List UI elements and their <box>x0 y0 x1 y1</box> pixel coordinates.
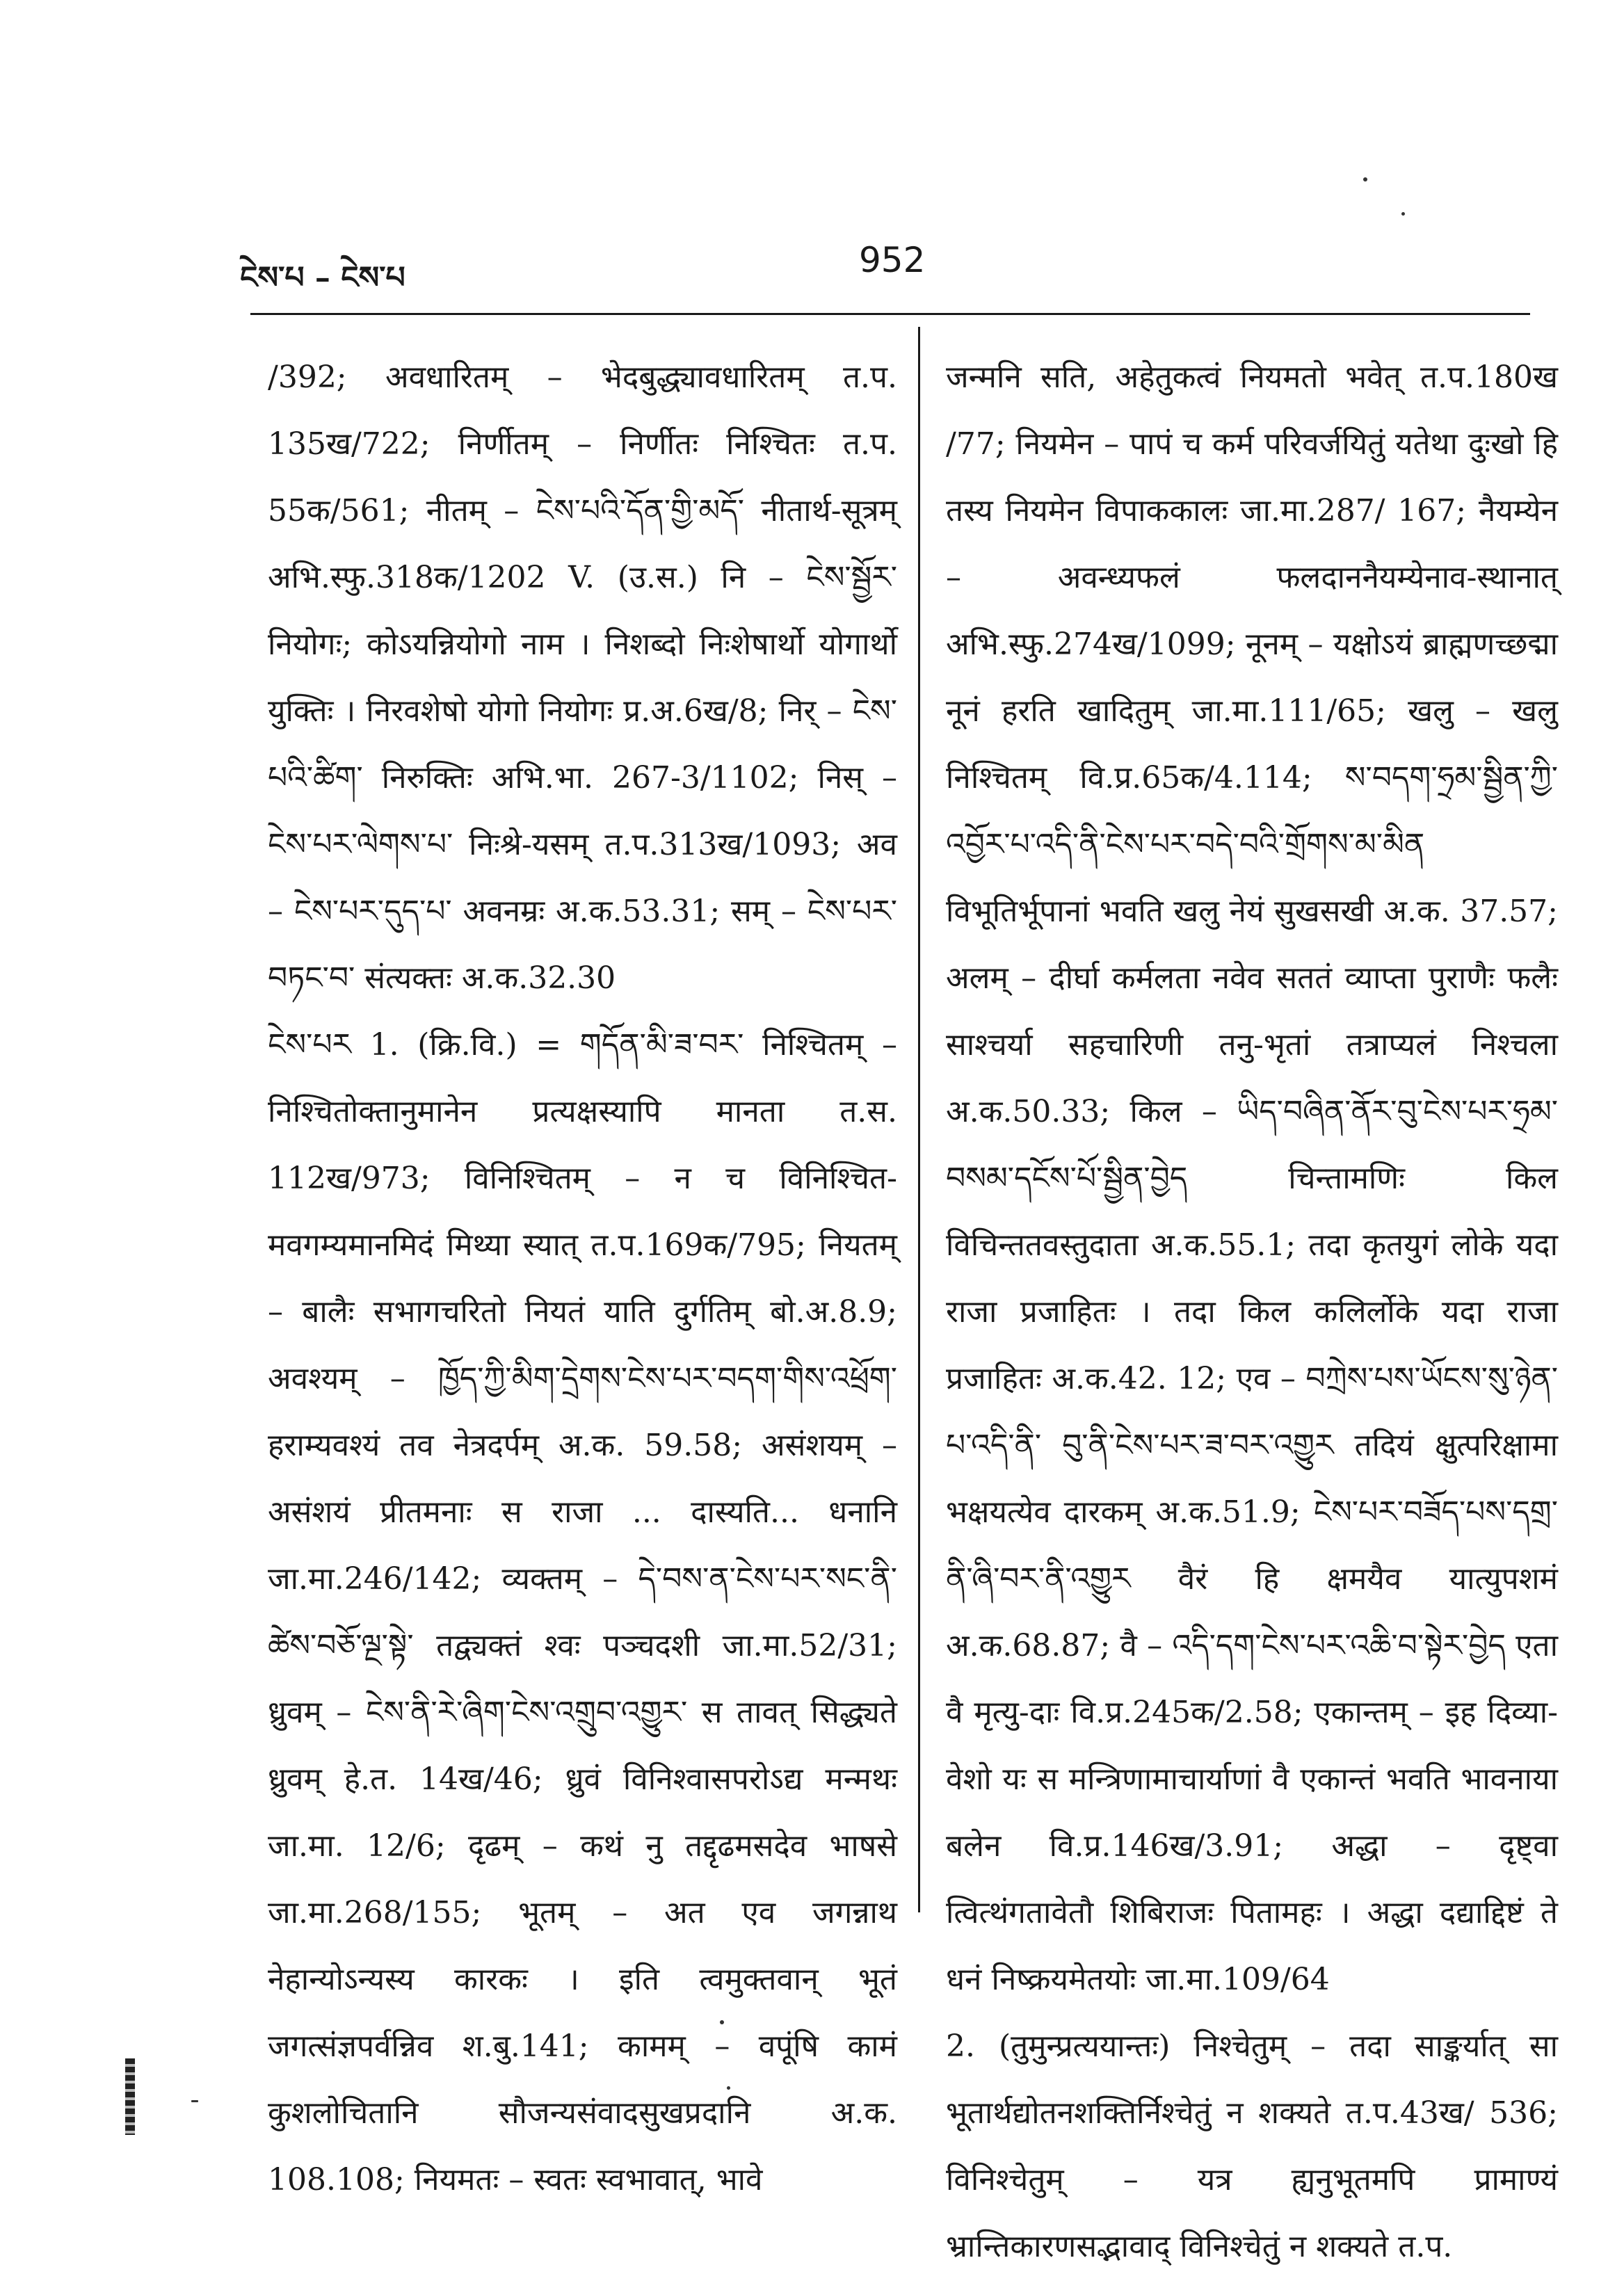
right-column <box>946 344 1558 2280</box>
column-divider <box>918 327 920 1912</box>
left-entry-2: ངེས་པར 1. (क्रि.वि.) = གདོན་མི་ཟ་བར་ निश्चितम् – निश्चितोक्तानुमानेन प्रत्यक्षस्यापि मानता त.स. 112ख/973; विनिश्चितम् – न च विनिश्चित-मवगम्यमानमिदं मिथ्या स्यात् त.प.169क/795; नियतम् – बालैः सभागचरितो नियतं याति दुर्गतिम् बो.अ.8.9; अवश्यम् – ཁྱོད་ཀྱི་མིག་དྲེགས་ངེས་པར་བདག་གིས་འཕྲོག་ हराम्यवश्यं तव नेत्रदर्पम् अ.क. 59.58; असंशयम् – असंशयं प्रीतमनाः स राजा ... दास्यति... धनानि जा.मा.246/142; व्यक्तम् – དེ་བས་ན་ངེས་པར་སང་ནི་ཚེས་བཅོ་ལྔ་སྟེ་ तद्व्यक्तं श्वः पञ्चदशी जा.मा.52/31; ध्रुवम् – ངེས་ནི་རེ་ཞིག་ངེས་འགྲུབ་འགྱུར་ स तावत् सिद्ध्यते ध्रुवम् हे.त. 14ख/46; ध्रुवं विनिश्वासपरोऽद्य मन्मथः जा.मा. 12/6; दृढम् – कथं नु तद्दृढमसदेव भाषसे जा.मा.268/155; भूतम् – अत एव जगन्नाथ नेहान्योऽन्यस्य कारकः । इति त्वमुक्तवान् भूतं जगत्संज्ञपर्वन्निव श.बु.141; कामम् – वपूंषि कामं कुशलोचितानि सौजन्यसंवादसुखप्रदानि अ.क. 108.108; नियमतः – स्वतः स्वभावात्, भावे <box>268 1027 897 2198</box>
right-entry-2: 2. (तुमुन्प्रत्ययान्तः) निश्चेतुम् – तदा साङ्कर्यात् सा भूतार्थद्योतनशक्तिर्निश्चेतुं न शक्यते त.प.43ख/ 536; विनिश्चेतुम् – यत्र ह्यनुभूतमपि प्रामाण्यं भ्रान्तिकारणसद्भावाद् विनिश्चेतुं न शक्यते त.प. <box>946 2029 1558 2264</box>
header-rule <box>250 313 1530 315</box>
scan-speck <box>1401 212 1405 216</box>
page-number: 952 <box>859 240 926 280</box>
scan-speck <box>1363 177 1367 182</box>
scan-speck <box>727 2086 730 2090</box>
scan-speck <box>191 2100 198 2102</box>
binding-mark <box>125 2058 135 2135</box>
running-head: ངེས་པ – ངེས་པ <box>240 260 405 296</box>
left-column <box>268 344 897 2214</box>
left-entry-1: /392; अवधारितम् – भेदबुद्ध्यावधारितम् त.प. 135ख/722; निर्णीतम् – निर्णीतः निश्चितः त.प. 55क/561; नीतम् – ངེས་པའི་དོན་གྱི་མདོ་ नीतार्थ-सूत्रम् अभि.स्फु.318क/1202 V. (उ.स.) नि – ངེས་སྦྱོར་ नियोगः; कोऽयन्नियोगो नाम । निशब्दो निःशेषार्थो योगार्थो युक्तिः । निरवशेषो योगो नियोगः प्र.अ.6ख/8; निर् – ངེས་པའི་ཚིག་ निरुक्तिः अभि.भा. 267-3/1102; निस् – ངེས་པར་ལེགས་པ་ निःश्रे-यसम् त.प.313ख/1093; अव – ངེས་པར་དུད་པ་ अवनम्रः अ.क.53.31; सम् – ངེས་པར་བཏང་བ་ संत्यक्तः अ.क.32.30 <box>268 360 897 996</box>
scan-speck <box>720 2020 724 2024</box>
right-entry-1: जन्मनि सति, अहेतुकत्वं नियमतो भवेत् त.प.180ख /77; नियमेन – पापं च कर्म परिवर्जयितुं यतेथा दुःखो हि तस्य नियमेन विपाककालः जा.मा.287/ 167; नैयम्येन – अवन्ध्यफलं फलदाननैयम्येनाव-स्थानात् अभि.स्फु.274ख/1099; नूनम् – यक्षोऽयं ब्राह्मणच्छद्मा नूनं हरति खादितुम् जा.मा.111/65; खलु – खलु निश्चितम् वि.प्र.65क/4.114; ས་བདག་ཧྲམ་སྦྱིན་ཀྱི་འབྱོར་པ་འདི་ནི་ངེས་པར་བདེ་བའི་གྲོགས་མ་མིན विभूतिर्भूपानां भवति खलु नेयं सुखसखी अ.क. 37.57; अलम् – दीर्घा कर्मलता नवेव सततं व्याप्ता पुराणैः फलैः साश्चर्या सहचारिणी तनु-भृतां तत्राप्यलं निश्चला अ.क.50.33; किल – ཡིད་བཞིན་ནོར་བུ་ངེས་པར་ཧྲམ་བསམ་དངོས་པོ་སྦྱིན་བྱེད चिन्तामणिः किल विचिन्ततवस्तुदाता अ.क.55.1; तदा कृतयुगं लोके यदा राजा प्रजाहितः । तदा किल कलिर्लोके यदा राजा प्रजाहितः अ.क.42. 12; एव – བཀྲེས་པས་ཡོངས་སུ་ཉེན་པ་འདི་ནི་ བུ་ནི་ངེས་པར་ཟ་བར་འགྱུར तदियं क्षुत्परिक्षामा भक्षयत्येव दारकम् अ.क.51.9; ངེས་པར་བཟོད་པས་དགྲ་ནི་ཞི་བར་ནི་འགྱུར वैरं हि क्षमयैव यात्युपशमं अ.क.68.87; वै – འདི་དག་ངེས་པར་འཆི་བ་སྟེར་བྱེད एता वै मृत्यु-दाः वि.प्र.245क/2.58; एकान्तम् – इह दिव्या-वेशो यः स मन्त्रिणामाचार्याणां वै एकान्तं भवति भावनाया बलेन वि.प्र.146ख/3.91; अद्धा – दृष्ट्वा त्वित्थंगतावेतौ शिबिराजः पितामहः । अद्धा दद्याद्दिष्टं ते धनं निष्क्रयमेतयोः जा.मा.109/64 <box>946 360 1558 1997</box>
